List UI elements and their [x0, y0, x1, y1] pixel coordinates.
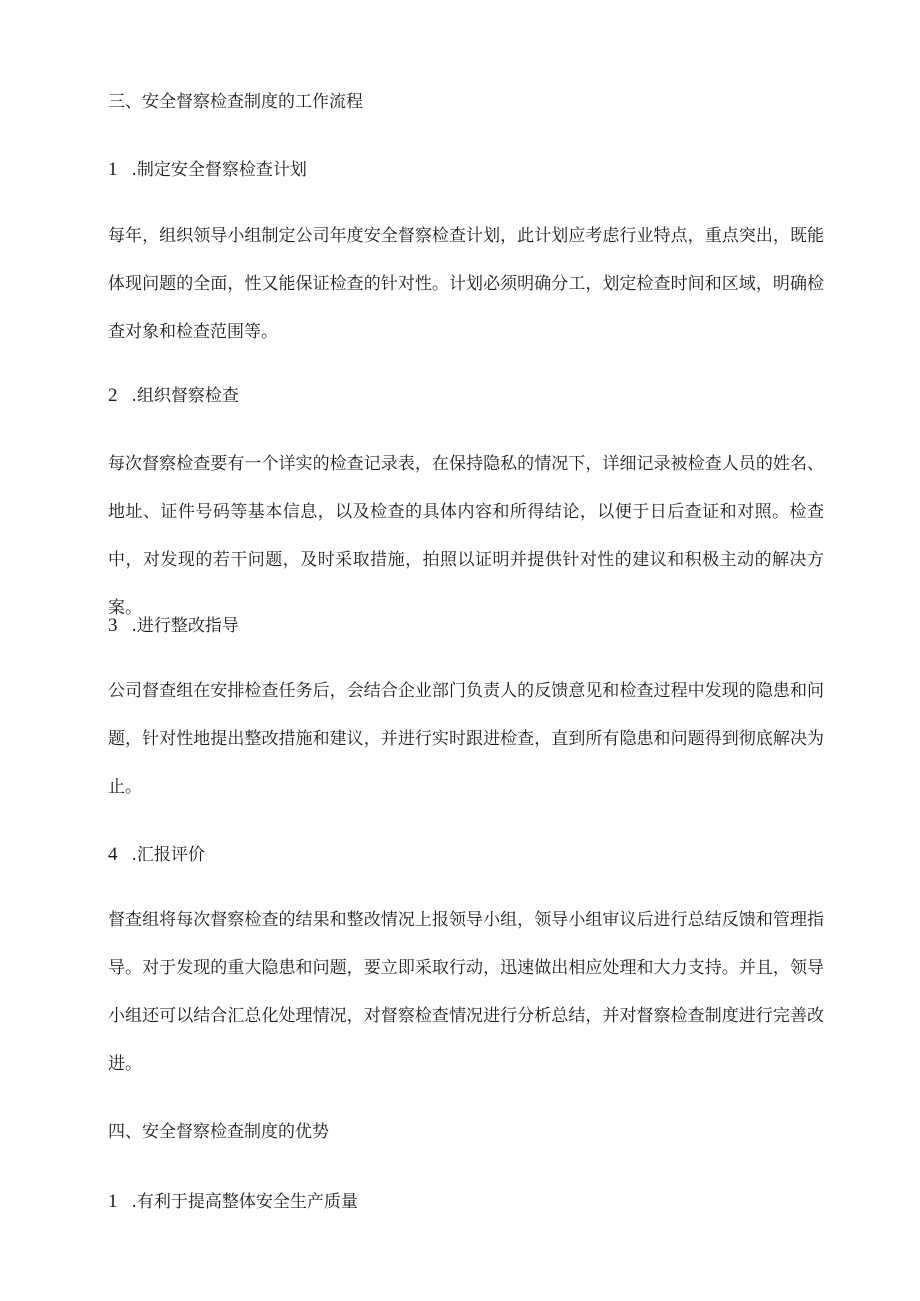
section-3-title: 三、安全督察检查制度的工作流程: [108, 92, 363, 112]
step-1-paragraph: 每年，组织领导小组制定公司年度安全督察检查计划，此计划应考虑行业特点，重点突出，既能体现问题的全面，性又能保证检查的针对性。计划必须明确分工，划定检查时间和区域，明确检查对象和检查范围等。: [108, 226, 824, 342]
step-3-paragraph: 公司督查组在安排检查任务后，会结合企业部门负责人的反馈意见和检查过程中发现的隐患和问题，针对性地提出整改措施和建议，并进行实时跟进检查，直到所有隐患和问题得到彻底解决为止。: [108, 681, 824, 797]
step-number: 1: [108, 1191, 118, 1212]
step-2-paragraph: 每次督察检查要有一个详实的检查记录表，在保持隐私的情况下，详细记录被检查人员的姓名、地址、证件号码等基本信息，以及检查的具体内容和所得结论，以便于日后查证和对照。检查中，对发现的若干问题，及时采取措施，拍照以证明并提供针对性的建议和积极主动的解决方案。: [108, 454, 824, 618]
step-2-heading: [108, 384, 239, 408]
step-4-paragraph: 督查组将每次督察检查的结果和整改情况上报领导小组，领导小组审议后进行总结反馈和管理指导。对于发现的重大隐患和问题，要立即采取行动，迅速做出相应处理和大力支持。并且，领导小组还可以结合汇总化处理情况，对督察检查情况进行分析总结，并对督察检查制度进行完善改进。: [108, 910, 824, 1074]
step-heading-text: .进行整改指导: [131, 616, 239, 636]
step-number: 1: [108, 159, 118, 180]
step-number: 2: [108, 385, 118, 406]
step-3-heading: [108, 614, 239, 638]
advantage-1-heading: [108, 1190, 358, 1214]
step-1-heading: [108, 158, 307, 182]
step-number: 3: [108, 615, 118, 636]
section-4-title: 四、安全督察检查制度的优势: [108, 1122, 329, 1142]
step-heading-text: .有利于提高整体安全生产质量: [131, 1192, 358, 1212]
step-4-heading: [108, 843, 205, 867]
step-heading-text: .制定安全督察检查计划: [131, 160, 307, 180]
step-heading-text: .汇报评价: [131, 845, 205, 865]
step-number: 4: [108, 844, 118, 865]
step-heading-text: .组织督察检查: [131, 386, 239, 406]
